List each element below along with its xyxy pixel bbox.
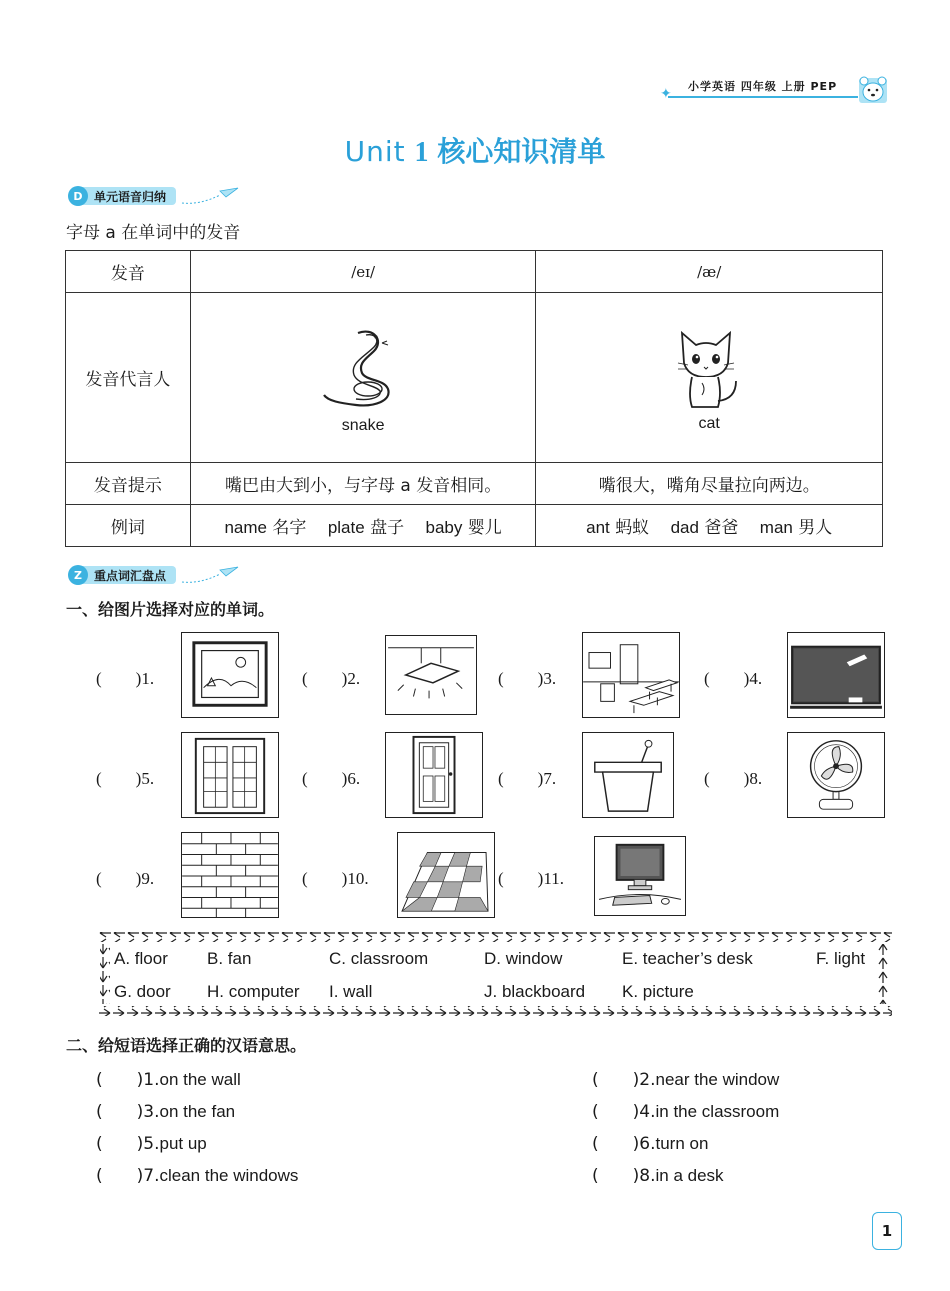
option-k: K. picture [622,982,694,1001]
ipa-symbol: /æ/ [536,251,883,293]
page-title [0,130,950,170]
computer-image [594,836,686,916]
phrase-text: clean the windows [159,1166,299,1185]
answer-blank[interactable]: ( )7. [96,1166,160,1186]
answer-blank[interactable]: ( )6. [302,769,361,788]
answer-blank[interactable]: ( )8. [592,1166,656,1186]
phonics-subtitle: 字母 a 在单词中的发音 [66,223,241,243]
podium-icon [583,733,673,817]
answer-blank[interactable]: ( )1. [96,669,155,688]
phrase-item [592,1161,724,1186]
phrase-text: in a desk [655,1166,724,1185]
section-badge: Z [68,565,88,585]
title-text: 核心知识清单 [437,135,606,168]
example-zh: 婴儿 [467,518,502,538]
option-j: J. blackboard [484,982,586,1001]
table-row [66,463,883,505]
question-2-heading: 二、给短语选择正确的汉语意思。 [66,1036,307,1055]
light-image [385,635,477,715]
door-image [385,732,483,818]
example-words [190,505,536,547]
example-en: plate [327,518,365,537]
example-en: ant [586,518,610,537]
classroom-icon [583,633,679,717]
answer-blank[interactable]: ( )5. [96,769,155,788]
paper-plane-icon [180,185,240,207]
example-words [536,505,883,547]
section-tag-phonics [68,185,240,207]
option-a: A. floor [114,949,168,968]
option-b: B. fan [207,949,252,968]
phrase-text: on the fan [159,1102,236,1121]
phrase-text: in the classroom [655,1102,780,1121]
series-label: 小学英语 四年级 上册 PEP [688,80,838,93]
option-i: I. wall [329,982,373,1001]
phrase-text: put up [159,1134,207,1153]
row-label: 发音提示 [66,463,191,505]
answer-blank[interactable]: ( )11. [498,869,564,888]
tip-text: 嘴巴由大到小，与字母 a 发音相同。 [190,463,536,505]
answer-blank[interactable]: ( )10. [302,869,369,888]
answer-blank[interactable]: ( )8. [704,769,763,788]
ipa-symbol: /eɪ/ [190,251,536,293]
table-row [66,505,883,547]
title-unit-number: 1 [414,137,429,168]
answer-blank[interactable]: ( )4. [592,1102,656,1122]
section-label: 重点词汇盘点 [82,566,176,584]
example-zh: 盘子 [370,518,405,538]
phonics-table [65,250,883,547]
computer-icon [595,837,685,915]
row-label: 发音 [66,251,191,293]
mascot-word: cat [698,414,720,432]
door-icon [386,733,482,817]
wall-image [181,832,279,918]
ceiling-light-icon [386,636,476,714]
option-e: E. teacher’s desk [622,949,753,968]
answer-blank[interactable]: ( )3. [498,669,557,688]
blackboard-icon [788,633,884,717]
framed-picture-icon [182,633,278,717]
row-label: 发音代言人 [66,293,191,463]
option-c: C. classroom [329,949,429,968]
mascot-cell [536,293,883,463]
example-en: baby [425,518,463,537]
answer-blank[interactable]: ( )1. [96,1070,160,1090]
cat-icon [674,323,744,413]
phrase-item [592,1065,779,1090]
star-icon: ✦ [660,86,672,102]
option-g: G. door [114,982,171,1001]
example-zh: 蚂蚁 [615,518,650,538]
picture-image [181,632,279,718]
section-badge: D [68,186,88,206]
tiled-floor-icon [398,833,494,917]
options-arrow-border [98,928,892,1020]
example-en: name [224,518,267,537]
phrase-item [96,1097,235,1122]
electric-fan-icon [788,733,884,817]
phrase-item [96,1129,207,1154]
brick-wall-icon [182,833,278,917]
floor-image [397,832,495,918]
window-image [181,732,279,818]
answer-blank[interactable]: ( )3. [96,1102,160,1122]
phrase-text: near the window [655,1070,780,1089]
tip-text: 嘴很大，嘴角尽量拉向两边。 [536,463,883,505]
section-tag-vocab [68,564,240,586]
phrase-item [96,1161,298,1186]
answer-blank[interactable]: ( )9. [96,869,155,888]
snake-icon [318,323,408,413]
phrase-item [96,1065,241,1090]
table-row [66,251,883,293]
answer-blank[interactable]: ( )4. [704,669,763,688]
blackboard-image [787,632,885,718]
teachers-desk-image [582,732,674,818]
answer-blank[interactable]: ( )7. [498,769,557,788]
option-h: H. computer [207,982,300,1001]
answer-blank[interactable]: ( )5. [96,1134,160,1154]
answer-blank[interactable]: ( )2. [302,669,361,688]
phrase-text: on the wall [159,1070,241,1089]
window-icon [182,733,278,817]
example-zh: 男人 [798,518,833,538]
fan-image [787,732,885,818]
phrase-item [592,1129,708,1154]
row-label: 例词 [66,505,191,547]
example-zh: 名字 [272,518,307,538]
table-row [66,293,883,463]
question-1-heading: 一、给图片选择对应的单词。 [66,600,275,619]
example-en: dad [670,518,699,537]
bear-mascot-icon [857,74,889,104]
title-unit-word: Unit [344,135,406,168]
paper-plane-icon [180,564,240,586]
page-number: 1 [872,1212,902,1250]
option-f: F. light [816,949,866,968]
example-zh: 爸爸 [704,518,739,538]
mascot-cell [190,293,536,463]
header-rule [668,96,858,98]
mascot-word: snake [341,416,385,434]
phrase-text: turn on [655,1134,709,1153]
example-en: man [759,518,793,537]
answer-blank[interactable]: ( )2. [592,1070,656,1090]
classroom-image [582,632,680,718]
section-label: 单元语音归纳 [82,187,176,205]
option-d: D. window [484,949,563,968]
phrase-item [592,1097,779,1122]
answer-blank[interactable]: ( )6. [592,1134,656,1154]
